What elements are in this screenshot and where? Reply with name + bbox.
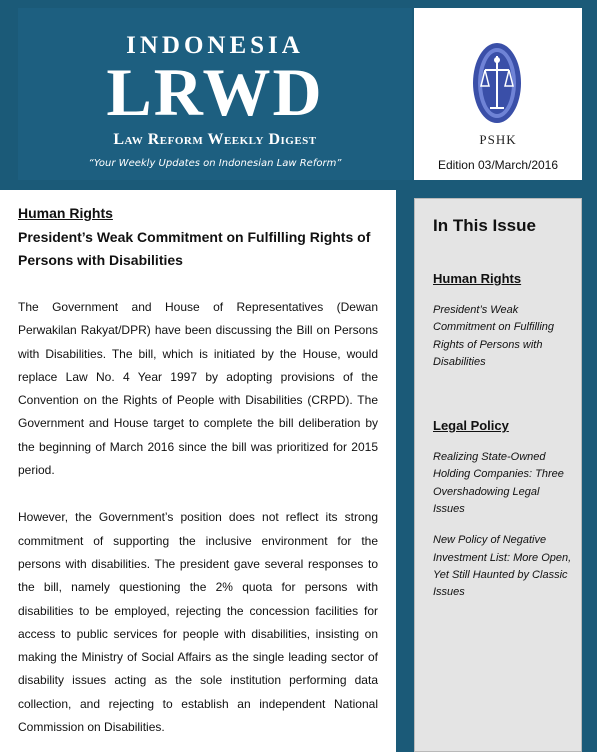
article-paragraph-2: However, the Government’s position does not reflect its strong commitment of supporting the inclusive environment for the persons with disabilities. The president gave several responses to the bill, namely questioning the 2% quota for persons with disabilities to be employed, rejecting the concession facilities for access to public services for people with disabilities, insisting on making the Ministry of Social Affairs as the single leading sector of disability issues acting as the sole institution performing data collection, and rejecting to establish an independent National Commission on Disabilities. <box>18 510 378 735</box>
masthead-name: LRWD <box>106 54 324 130</box>
masthead-country: INDONESIA <box>126 32 304 59</box>
sidebar-link-state-owned-holding[interactable]: Realizing State-Owned Holding Companies: Three Overshadowing Legal Issues <box>433 451 564 516</box>
edition-label: Edition 03/March/2016 <box>437 158 559 172</box>
article-section-label: Human Rights <box>18 205 113 221</box>
sidebar-section-human-rights: Human Rights <box>433 271 522 286</box>
sidebar-link-negative-investment-list[interactable]: New Policy of Negative Investment List: More Open, Yet Still Haunted by Classic Issues <box>433 534 572 599</box>
article-title: President’s Weak Commitment on Fulfilling Rights of Persons with Disabilities <box>18 229 371 268</box>
article-paragraph-1: The Government and House of Representatives (Dewan Perwakilan Rakyat/DPR) have been discussing the Bill on Persons with Disabilities. The bill, which is initiated by the House, would replace Law No. 4 Year 1997 by adopting provisions of the Convention on the Rights of People with Disabilities (CRPD). The Government and House target to complete the bill deliberation by the beginning of March 2016 since the bill was prioritized for 2015 period. <box>18 300 378 478</box>
publisher-logo-box <box>414 8 582 180</box>
masthead-subtitle: Law Reform Weekly Digest <box>113 131 317 148</box>
masthead-tagline: “Your Weekly Updates on Indonesian Law Reform” <box>88 158 342 169</box>
sidebar-link-disability-rights[interactable]: President’s Weak Commitment on Fulfilling Rights of Persons with Disabilities <box>433 304 555 368</box>
in-this-issue-sidebar <box>414 198 582 752</box>
publisher-logo-text: PSHK <box>479 132 517 147</box>
sidebar-section-legal-policy: Legal Policy <box>433 418 509 434</box>
main-article <box>0 190 396 752</box>
masthead-banner <box>18 8 412 180</box>
sidebar-title: In This Issue <box>433 216 536 235</box>
justice-scale-emblem-icon <box>472 42 522 124</box>
